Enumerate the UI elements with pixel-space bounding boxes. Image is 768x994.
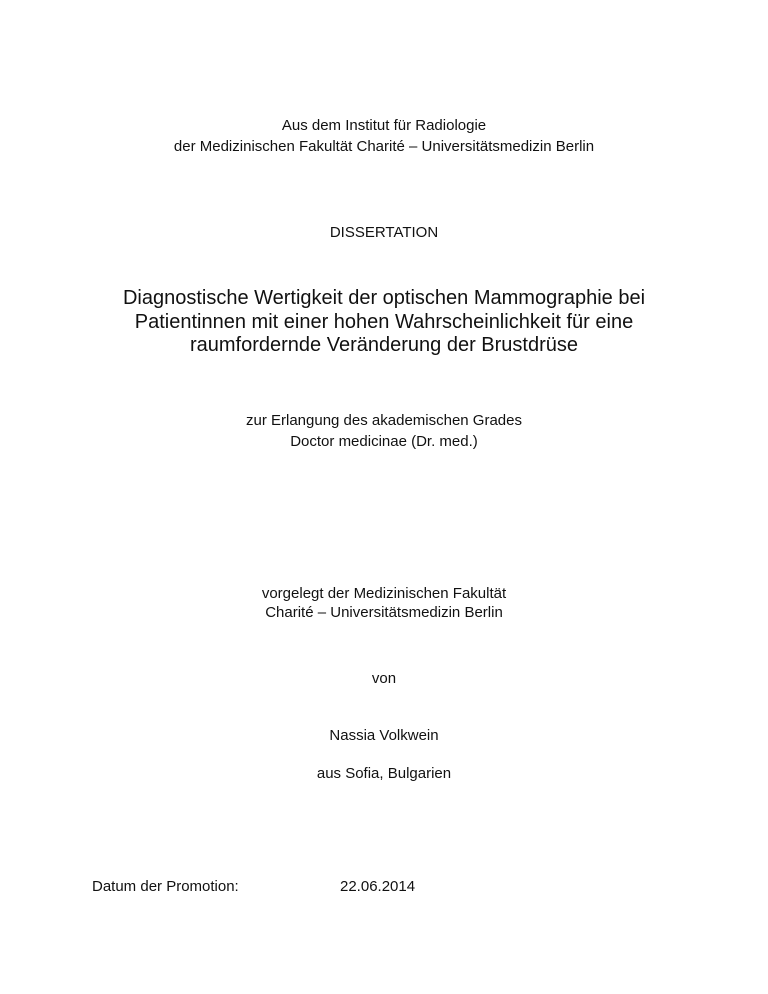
title-line-3: raumfordernde Veränderung der Brustdrüse [189, 334, 578, 356]
promotion-date-value: 22.06.2014 [340, 878, 416, 895]
document-type: DISSERTATION [329, 224, 439, 241]
author-name: Nassia Volkwein [329, 727, 439, 744]
promotion-date-label: Datum der Promotion: [92, 878, 239, 895]
by-label: von [371, 670, 397, 687]
degree-line-1: zur Erlangung des akademischen Grades [246, 412, 522, 429]
title-line-2: Patientinnen mit einer hohen Wahrscheinlichkeit für eine [134, 311, 634, 333]
degree-line-2: Doctor medicinae (Dr. med.) [290, 433, 478, 450]
title-line-1: Diagnostische Wertigkeit der optischen Mammographie bei [122, 287, 646, 309]
institute-line-1: Aus dem Institut für Radiologie [281, 117, 487, 134]
submission-line-2: Charité – Universitätsmedizin Berlin [265, 604, 503, 621]
submission-line-1: vorgelegt der Medizinischen Fakultät [261, 585, 507, 602]
author-origin: aus Sofia, Bulgarien [316, 765, 452, 782]
institute-line-2: der Medizinischen Fakultät Charité – Universitätsmedizin Berlin [173, 138, 595, 155]
